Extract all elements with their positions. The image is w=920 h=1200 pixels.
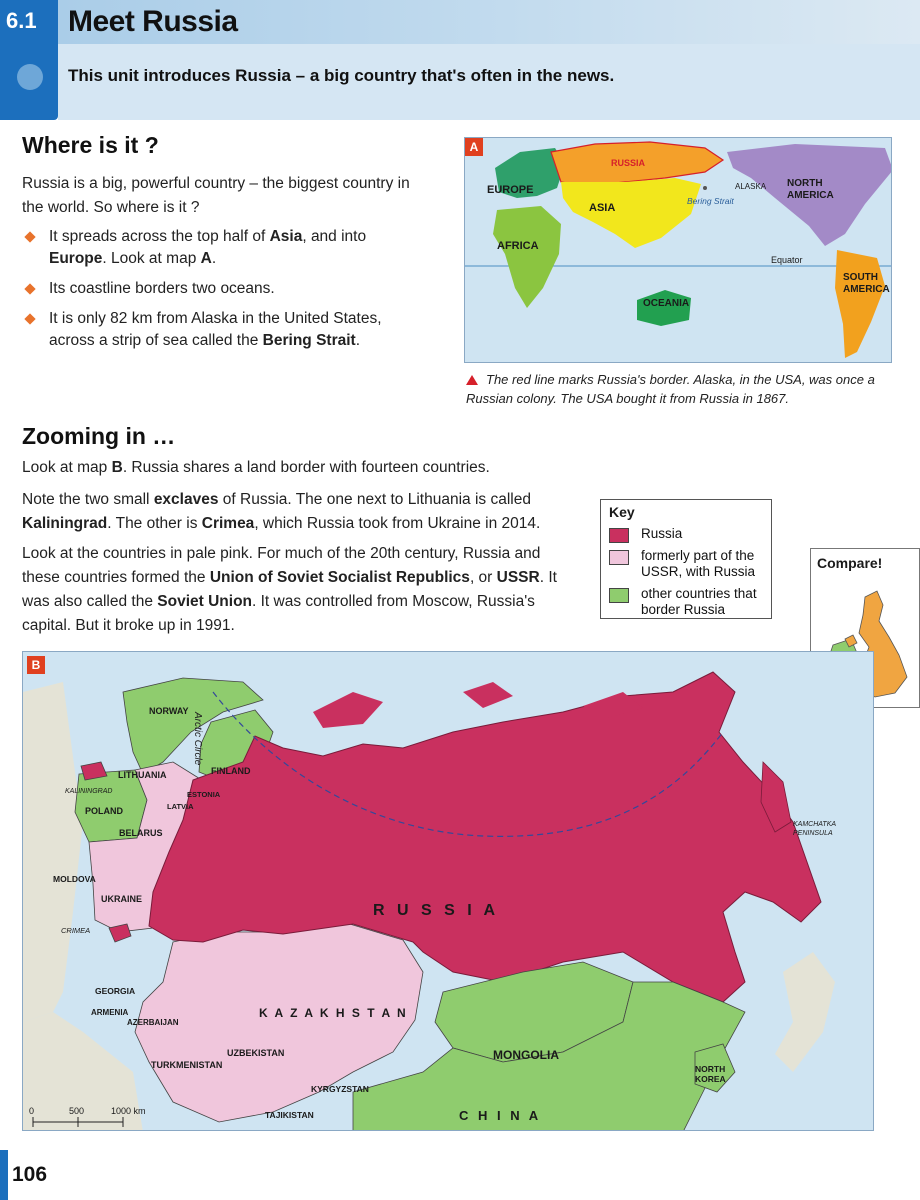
- label-uzbekistan: UZBEKISTAN: [227, 1048, 285, 1058]
- diamond-bullet-icon: [24, 231, 35, 242]
- label-kazakhstan: K A Z A K H S T A N: [259, 1006, 408, 1020]
- label-latvia: LATVIA: [167, 802, 194, 811]
- where-heading: Where is it ?: [22, 132, 159, 158]
- zoom-paragraph-2: Note the two small exclaves of Russia. The one next to Lithuania is called Kaliningrad. The other is Crimea, which Russia took from Ukraine in 2014.: [22, 491, 541, 532]
- bullet-item: It is only 82 km from Alaska in the United States, across a strip of sea called the Bering Strait.: [22, 308, 422, 352]
- zoom-paragraph-1: Look at map B. Russia shares a land border with fourteen countries.: [22, 459, 490, 476]
- label-crimea: CRIMEA: [61, 926, 91, 935]
- label-africa: AFRICA: [497, 240, 539, 252]
- key-item-ussr: [609, 548, 767, 580]
- label-norway: NORWAY: [149, 706, 189, 716]
- key-item-border: [609, 586, 767, 618]
- label-alaska: ALASKA: [735, 182, 767, 191]
- label-arctic-circle: Arctic Circle: [192, 712, 203, 766]
- label-tajikistan: TAJIKISTAN: [265, 1110, 314, 1120]
- label-russia: R U S S I A: [373, 902, 500, 919]
- unit-number: 6.1: [6, 8, 37, 33]
- label-bering-strait: Bering Strait: [687, 196, 734, 206]
- page-corner-tab: [0, 1150, 8, 1200]
- red-triangle-icon: [466, 375, 478, 385]
- label-kaliningrad: KALININGRAD: [65, 788, 113, 795]
- label-georgia: GEORGIA: [95, 986, 136, 996]
- map-b-badge: B: [27, 656, 45, 674]
- label-mongolia: MONGOLIA: [493, 1048, 559, 1062]
- label-azerbaijan: AZERBAIJAN: [127, 1018, 179, 1027]
- label-kamchatka: KAMCHATKA PENINSULA: [793, 821, 836, 837]
- diamond-bullet-icon: [24, 283, 35, 294]
- ussr-swatch: [609, 550, 629, 565]
- scale-label-0: 0: [29, 1106, 35, 1116]
- unit-tab: [0, 0, 58, 120]
- map-a-badge: A: [465, 138, 483, 156]
- label-equator: Equator: [771, 255, 803, 265]
- intro-text: This unit introduces Russia – a big country that's often in the news.: [68, 66, 615, 85]
- key-title: Key: [609, 504, 635, 520]
- label-north-korea: NORTH KOREA: [695, 1064, 726, 1084]
- label-asia: ASIA: [589, 202, 616, 214]
- zoom-paragraph-3: Look at the countries in pale pink. For much of the 20th century, Russia and these countries formed the Union of Soviet Socialist Republics, or USSR. It was also called the Soviet Union. It was controlled from Moscow, Russia's capital. But it broke up in 1991.: [22, 545, 557, 634]
- label-turkmenistan: TURKMENISTAN: [151, 1060, 223, 1070]
- label-china: C H I N A: [459, 1108, 542, 1123]
- compare-title: Compare!: [817, 555, 883, 571]
- scale-label-500: 500: [69, 1106, 85, 1116]
- label-europe: EUROPE: [487, 184, 534, 196]
- map-key: [600, 499, 772, 619]
- russia-swatch: [609, 528, 629, 543]
- label-poland: POLAND: [85, 806, 123, 816]
- zoom-heading: Zooming in …: [22, 423, 176, 449]
- label-moldova: MOLDOVA: [53, 874, 96, 884]
- bullet-item: It spreads across the top half of Asia, and into Europe. Look at map A.: [22, 226, 422, 270]
- label-russia: RUSSIA: [611, 158, 646, 168]
- where-bullets: [22, 226, 422, 360]
- key-item-russia: [609, 526, 682, 543]
- page-title: Meet Russia: [68, 5, 238, 38]
- label-oceania: OCEANIA: [643, 298, 690, 309]
- unit-dot-icon: [17, 64, 43, 90]
- label-lithuania: LITHUANIA: [118, 770, 167, 780]
- key-label: formerly part of the USSR, with Russia: [641, 548, 756, 579]
- map-a-caption: The red line marks Russia's border. Alaska, in the USA, was once a Russian colony. The USA bought it from Russia in 1867.: [466, 372, 875, 406]
- diamond-bullet-icon: [24, 313, 35, 324]
- russia-map: [22, 651, 874, 1131]
- where-intro: Russia is a big, powerful country – the biggest country in the world. So where is it ?: [22, 175, 410, 216]
- label-kyrgyzstan: KYRGYZSTAN: [311, 1084, 369, 1094]
- label-estonia: ESTONIA: [187, 790, 221, 799]
- world-map: [464, 137, 892, 363]
- label-ukraine: UKRAINE: [101, 894, 143, 904]
- page-number: 106: [12, 1163, 48, 1186]
- border-swatch: [609, 588, 629, 603]
- key-label: other countries that border Russia: [641, 586, 757, 617]
- label-north-america: NORTH AMERICA: [787, 178, 834, 201]
- label-south-america: SOUTH AMERICA: [843, 272, 890, 295]
- scale-label-1000: 1000 km: [111, 1106, 146, 1116]
- key-label: Russia: [641, 526, 683, 541]
- bullet-item: Its coastline borders two oceans.: [22, 278, 422, 300]
- label-belarus: BELARUS: [119, 828, 163, 838]
- label-finland: FINLAND: [211, 766, 251, 776]
- label-armenia: ARMENIA: [91, 1008, 129, 1017]
